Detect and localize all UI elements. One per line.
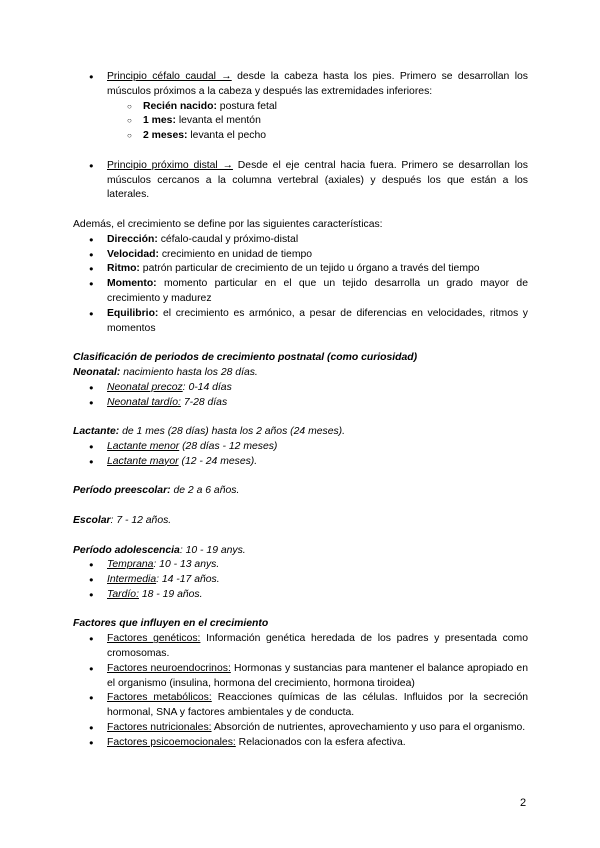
- list-item: [73, 70, 528, 144]
- subperiod-term: Tardío:: [107, 588, 139, 600]
- characteristics-list: [73, 233, 528, 337]
- characteristic-text: patrón particular de crecimiento de un tejido u órgano a través del tiempo: [139, 263, 480, 275]
- list-item: [73, 691, 528, 721]
- subperiod-text: : 10 - 13 anys.: [153, 559, 220, 571]
- page-number: 2: [520, 797, 527, 809]
- characteristic-term: Ritmo:: [107, 263, 140, 275]
- lactante-line: [73, 425, 528, 440]
- subperiod-term: Lactante mayor: [107, 455, 179, 467]
- period-text: nacimiento hasta los 28 días.: [120, 366, 258, 378]
- characteristic-text: momento particular en el que un tejido desarrolla un grado mayor de crecimiento y madurez: [107, 278, 528, 304]
- factors-list: [73, 632, 528, 750]
- spacer: [73, 336, 528, 351]
- list-item: [73, 248, 528, 263]
- characteristic-term: Equilibrio:: [107, 307, 159, 319]
- list-item: [73, 662, 528, 692]
- characteristic-term: Dirección:: [107, 233, 158, 245]
- characteristic-text: céfalo-caudal y próximo-distal: [157, 233, 299, 245]
- spacer: [73, 499, 528, 514]
- characteristic-term: Momento:: [107, 278, 157, 290]
- principle-term: Principio próximo distal →: [107, 159, 233, 171]
- list-item: [73, 736, 528, 751]
- subperiod-text: (12 - 24 meses).: [178, 455, 258, 467]
- period-text: : 7 - 12 años.: [110, 514, 172, 526]
- factor-text: Hormonas y sustancias para mantener el balance apropiado en el organismo (insulina, hormona del crecimiento, hormona tiroidea): [107, 662, 528, 689]
- list-item: [73, 129, 528, 144]
- list-item: [73, 262, 528, 277]
- neonatal-line: [73, 366, 528, 381]
- subperiod-text: 7-28 días: [180, 396, 228, 408]
- characteristic-term: Velocidad:: [107, 248, 159, 260]
- classification-heading: Clasificación de periodos de crecimiento postnatal (como curiosidad): [73, 352, 418, 364]
- list-item: [73, 307, 528, 337]
- factor-text: Información genética heredada de los padres y presentada como cromosomas.: [107, 633, 528, 660]
- factor-text: Absorción de nutrientes, aprovechamiento y uso para el organismo.: [211, 722, 526, 734]
- subperiod-term: Neonatal tardío:: [107, 396, 181, 408]
- milestone-text: levanta el mentón: [175, 115, 261, 127]
- factor-term: Factores metabólicos:: [107, 692, 212, 704]
- spacer: [73, 470, 528, 485]
- lactante-list: [73, 440, 528, 470]
- principle-text: desde la cabeza hasta los pies. Primero se desarrollan los músculos próximos a la cabeza y después las extremidades inferiores:: [107, 71, 528, 97]
- period-term: Escolar: [73, 514, 111, 526]
- spacer: [73, 410, 528, 425]
- subperiod-text: : 0-14 días: [182, 381, 232, 393]
- principle-text: Desde el eje central hacia fuera. Primero se desarrollan los músculos cercanos a la columna vertebral (axiales) y después los que están a los laterales.: [107, 159, 528, 201]
- factors-heading: Factores que influyen en el crecimiento: [73, 618, 269, 630]
- list-item: [73, 573, 528, 588]
- factor-text: Reacciones químicas de las células. Influidos por la secreción hormonal, SNA y factores ambientales y de conducta.: [107, 692, 529, 719]
- factor-term: Factores psicoemocionales:: [107, 736, 236, 748]
- list-item: [73, 632, 528, 662]
- subperiod-term: Intermedia: [107, 574, 157, 586]
- factor-term: Factores genéticos:: [107, 633, 201, 645]
- list-item: [73, 114, 528, 129]
- characteristic-text: crecimiento en unidad de tiempo: [158, 248, 313, 260]
- characteristics-intro: Además, el crecimiento se define por las siguientes características:: [73, 218, 383, 230]
- spacer: [73, 203, 528, 218]
- list-item: [73, 588, 528, 603]
- principle-term: Principio céfalo caudal →: [107, 71, 232, 82]
- milestone-term: 2 meses:: [143, 130, 188, 142]
- preescolar-line: [73, 484, 528, 499]
- subperiod-text: : 14 -17 años.: [156, 574, 220, 586]
- list-item: [73, 721, 528, 736]
- milestone-text: postura fetal: [216, 100, 277, 112]
- escolar-line: [73, 514, 528, 529]
- list-item: [73, 440, 528, 455]
- list-item: [73, 396, 528, 411]
- subperiod-term: Neonatal precoz: [107, 381, 183, 393]
- subperiod-term: Lactante menor: [107, 440, 180, 452]
- factor-term: Factores neuroendocrinos:: [107, 662, 231, 674]
- list-item: [73, 159, 528, 203]
- principles-list: [73, 70, 528, 203]
- milestone-text: levanta el pecho: [187, 130, 267, 142]
- list-item: [73, 100, 528, 115]
- period-term: Lactante:: [73, 426, 120, 438]
- spacer: [73, 144, 528, 159]
- subperiod-text: (28 días - 12 meses): [179, 440, 278, 452]
- period-term: Neonatal:: [73, 366, 121, 378]
- period-text: : 10 - 19 anys.: [179, 544, 246, 556]
- milestone-term: 1 mes:: [143, 115, 176, 127]
- list-item: [73, 558, 528, 573]
- milestone-term: Recién nacido:: [143, 100, 217, 112]
- subperiod-text: 18 - 19 años.: [138, 588, 203, 600]
- subperiod-term: Temprana: [107, 559, 154, 571]
- milestones-list: [73, 100, 528, 144]
- list-item: [73, 233, 528, 248]
- adolescencia-list: [73, 558, 528, 602]
- factor-text: Relacionados con la esfera afectiva.: [235, 736, 406, 748]
- neonatal-list: [73, 381, 528, 411]
- period-text: de 1 mes (28 días) hasta los 2 años (24 meses).: [119, 426, 346, 438]
- period-term: Período adolescencia: [73, 544, 180, 556]
- period-term: Período preescolar:: [73, 485, 171, 497]
- characteristic-text: el crecimiento es armónico, a pesar de diferencias en velocidades, ritmos y momentos: [107, 307, 528, 334]
- list-item: [73, 455, 528, 470]
- list-item: [73, 381, 528, 396]
- factor-term: Factores nutricionales:: [107, 722, 212, 734]
- list-item: [73, 277, 528, 307]
- spacer: [73, 529, 528, 544]
- period-text: de 2 a 6 años.: [170, 485, 240, 497]
- spacer: [73, 603, 528, 618]
- page-content: [73, 70, 528, 751]
- adolescencia-line: [73, 544, 528, 559]
